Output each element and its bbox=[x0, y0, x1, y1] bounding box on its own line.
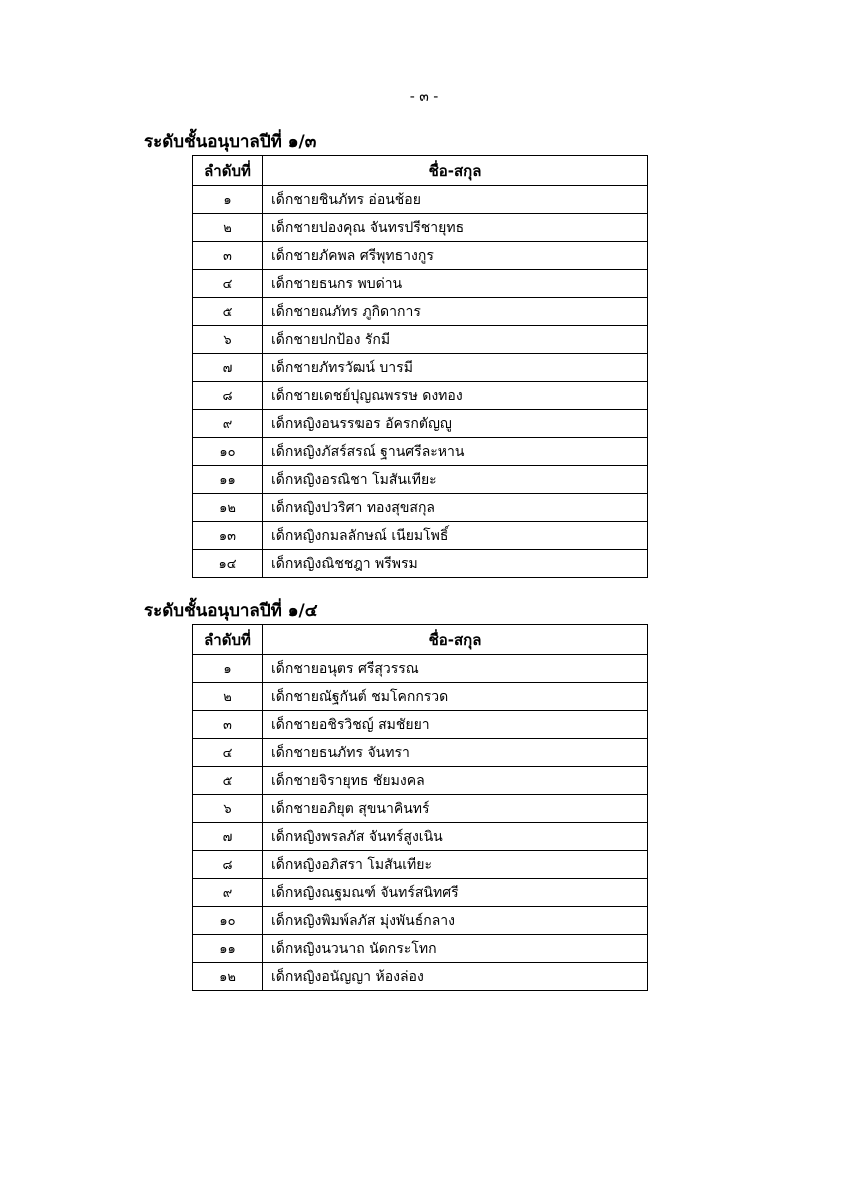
table-row bbox=[193, 354, 648, 382]
row-student-name: เด็กหญิงกมลลักษณ์ เนียมโพธิ์ bbox=[263, 522, 648, 550]
row-order-number: ๙ bbox=[193, 410, 263, 438]
row-student-name: เด็กหญิงปวริศา ทองสุขสกุล bbox=[263, 494, 648, 522]
table-row bbox=[193, 438, 648, 466]
table-body bbox=[193, 186, 648, 578]
row-student-name: เด็กชายจิรายุทธ ชัยมงคล bbox=[263, 767, 648, 795]
row-student-name: เด็กชายภัทรวัฒน์ บารมี bbox=[263, 354, 648, 382]
table-row bbox=[193, 522, 648, 550]
row-order-number: ๖ bbox=[193, 326, 263, 354]
row-order-number: ๑๔ bbox=[193, 550, 263, 578]
table-row bbox=[193, 935, 648, 963]
section-heading-1-3: ระดับชั้นอนุบาลปีที่ ๑/๓ bbox=[144, 132, 317, 152]
table-row bbox=[193, 851, 648, 879]
table-row bbox=[193, 711, 648, 739]
row-student-name: เด็กชายณัฐกันต์ ชมโคกกรวด bbox=[263, 683, 648, 711]
table-header-row bbox=[193, 625, 648, 655]
row-student-name: เด็กชายเดชย์ปุญณพรรษ ดงทอง bbox=[263, 382, 648, 410]
row-order-number: ๓ bbox=[193, 711, 263, 739]
row-order-number: ๕ bbox=[193, 767, 263, 795]
row-student-name: เด็กชายภัคพล ศรีพุทธางกูร bbox=[263, 242, 648, 270]
row-student-name: เด็กชายธนภัทร จันทรา bbox=[263, 739, 648, 767]
table-row bbox=[193, 683, 648, 711]
table-row bbox=[193, 466, 648, 494]
row-order-number: ๙ bbox=[193, 879, 263, 907]
table-row bbox=[193, 655, 648, 683]
row-order-number: ๑๑ bbox=[193, 466, 263, 494]
table-row bbox=[193, 879, 648, 907]
row-student-name: เด็กชายณภัทร ภูกิดาการ bbox=[263, 298, 648, 326]
row-order-number: ๘ bbox=[193, 382, 263, 410]
row-student-name: เด็กหญิงภัสร์สรณ์ ฐานศรีละหาน bbox=[263, 438, 648, 466]
table-row bbox=[193, 382, 648, 410]
row-student-name: เด็กหญิงอภิสรา โมสันเทียะ bbox=[263, 851, 648, 879]
table-row bbox=[193, 907, 648, 935]
column-header-order: ลำดับที่ bbox=[193, 625, 263, 655]
row-order-number: ๓ bbox=[193, 242, 263, 270]
row-order-number: ๑ bbox=[193, 655, 263, 683]
table-row bbox=[193, 795, 648, 823]
row-order-number: ๑๓ bbox=[193, 522, 263, 550]
row-student-name: เด็กชายอนุตร ศรีสุวรรณ bbox=[263, 655, 648, 683]
table-row bbox=[193, 410, 648, 438]
row-order-number: ๑๒ bbox=[193, 494, 263, 522]
table-row bbox=[193, 823, 648, 851]
table-row bbox=[193, 963, 648, 991]
row-order-number: ๒ bbox=[193, 214, 263, 242]
row-student-name: เด็กชายชินภัทร อ่อนช้อย bbox=[263, 186, 648, 214]
row-order-number: ๖ bbox=[193, 795, 263, 823]
table-header-row bbox=[193, 156, 648, 186]
row-order-number: ๗ bbox=[193, 354, 263, 382]
row-student-name: เด็กชายธนกร พบด่าน bbox=[263, 270, 648, 298]
row-order-number: ๒ bbox=[193, 683, 263, 711]
table-row bbox=[193, 550, 648, 578]
row-student-name: เด็กหญิงอรณิชา โมสันเทียะ bbox=[263, 466, 648, 494]
row-student-name: เด็กหญิงณฐมณฑ์ จันทร์สนิทศรี bbox=[263, 879, 648, 907]
table-row bbox=[193, 767, 648, 795]
table-row bbox=[193, 739, 648, 767]
table-row bbox=[193, 214, 648, 242]
row-student-name: เด็กหญิงนวนาถ นัดกระโทก bbox=[263, 935, 648, 963]
table-row bbox=[193, 270, 648, 298]
roster-table-1-3 bbox=[192, 155, 648, 578]
page-number: - ๓ - bbox=[409, 89, 439, 105]
table-body bbox=[193, 655, 648, 991]
row-student-name: เด็กชายอชิรวิชญ์ สมชัยยา bbox=[263, 711, 648, 739]
row-student-name: เด็กหญิงอนัญญา ห้องล่อง bbox=[263, 963, 648, 991]
table-row bbox=[193, 186, 648, 214]
table-row bbox=[193, 494, 648, 522]
row-student-name: เด็กหญิงพรลภัส จันทร์สูงเนิน bbox=[263, 823, 648, 851]
row-student-name: เด็กหญิงณิชชฎา พรีพรม bbox=[263, 550, 648, 578]
row-student-name: เด็กชายอภิยุต สุขนาคินทร์ bbox=[263, 795, 648, 823]
row-order-number: ๔ bbox=[193, 270, 263, 298]
row-order-number: ๑๒ bbox=[193, 963, 263, 991]
row-order-number: ๔ bbox=[193, 739, 263, 767]
row-order-number: ๕ bbox=[193, 298, 263, 326]
table-row bbox=[193, 298, 648, 326]
row-student-name: เด็กชายปองคุณ จันทรปรีชายุทธ bbox=[263, 214, 648, 242]
section-heading-1-4: ระดับชั้นอนุบาลปีที่ ๑/๔ bbox=[144, 601, 318, 621]
row-order-number: ๑๐ bbox=[193, 907, 263, 935]
row-student-name: เด็กชายปกป้อง รักมี bbox=[263, 326, 648, 354]
row-order-number: ๑๑ bbox=[193, 935, 263, 963]
column-header-name: ชื่อ-สกุล bbox=[263, 156, 648, 186]
roster-table-1-4 bbox=[192, 624, 648, 991]
column-header-order: ลำดับที่ bbox=[193, 156, 263, 186]
row-order-number: ๑ bbox=[193, 186, 263, 214]
row-student-name: เด็กหญิงพิมพ์ลภัส มุ่งพันธ์กลาง bbox=[263, 907, 648, 935]
table-row bbox=[193, 326, 648, 354]
table-row bbox=[193, 242, 648, 270]
row-order-number: ๑๐ bbox=[193, 438, 263, 466]
row-order-number: ๘ bbox=[193, 851, 263, 879]
column-header-name: ชื่อ-สกุล bbox=[263, 625, 648, 655]
row-order-number: ๗ bbox=[193, 823, 263, 851]
row-student-name: เด็กหญิงอนรรฆอร อัครกตัญญู bbox=[263, 410, 648, 438]
